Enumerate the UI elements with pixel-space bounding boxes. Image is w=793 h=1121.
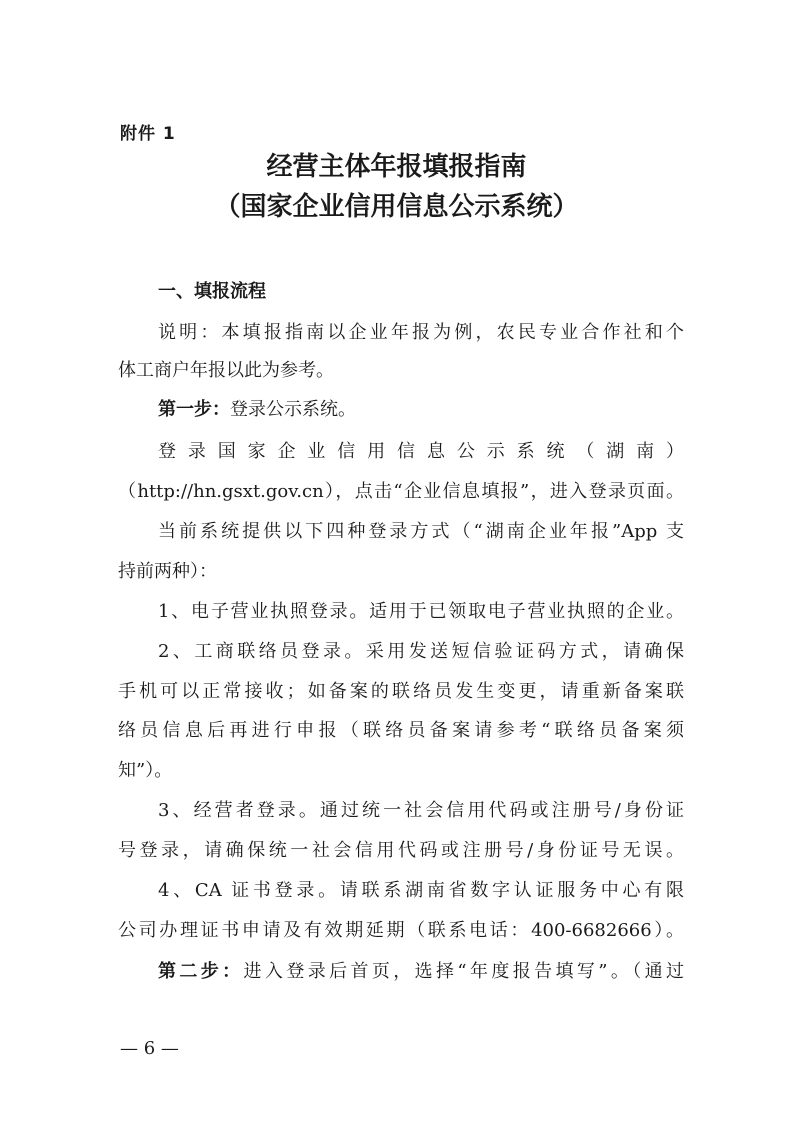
section-heading: 一、填报流程 — [158, 281, 266, 302]
step2-label: 第二步： — [158, 961, 244, 982]
attachment-label: 附件 1 — [120, 124, 176, 144]
method-item-2-line-1: 2、工商联络员登录。采用发送短信验证码方式，请确保 — [158, 641, 684, 662]
login-line-2: （http://hn.gsxt.gov.cn），点击“企业信息填报”，进入登录页面。 — [118, 481, 684, 502]
method-item-4-line-1: 4、CA 证书登录。请联系湖南省数字认证服务中心有限 — [158, 880, 684, 901]
method-item-2-line-2: 手机可以正常接收；如备案的联络员发生变更，请重新备案联 — [118, 681, 684, 702]
step2-paragraph — [158, 959, 684, 985]
method-item-3-line-2: 号登录，请确保统一社会信用代码或注册号/身份证号无误。 — [118, 840, 684, 861]
note-line-2: 体工商户年报以此为参考。 — [118, 360, 334, 381]
step1-text: 登录公示系统。 — [230, 399, 356, 420]
method-item-4-line-2: 公司办理证书申请及有效期延期（联系电话：400-6682666）。 — [118, 920, 684, 941]
method-item-2-line-4: 知”）。 — [118, 760, 173, 781]
step1-label: 第一步： — [158, 399, 230, 420]
methods-line-1: 当前系统提供以下四种登录方式（“湖南企业年报”App 支 — [158, 521, 684, 542]
step2-text: 进入登录后首页，选择“年度报告填写”。（通过 — [243, 961, 685, 982]
step1-paragraph — [158, 397, 684, 423]
document-subtitle: （国家企业信用信息公示系统） — [214, 192, 579, 222]
login-line-1: 登录国家企业信用信息公示系统（湖南） — [158, 441, 684, 462]
document-title: 经营主体年报填报指南 — [266, 152, 527, 182]
method-item-1: 1、电子营业执照登录。适用于已领取电子营业执照的企业。 — [158, 601, 684, 622]
method-item-2-line-3: 络员信息后再进行申报（联络员备案请参考“联络员备案须 — [118, 720, 684, 741]
method-item-3-line-1: 3、经营者登录。通过统一社会信用代码或注册号/身份证 — [158, 800, 684, 821]
methods-line-2: 持前两种）： — [118, 561, 217, 582]
note-line-1: 说明：本填报指南以企业年报为例，农民专业合作社和个 — [158, 322, 684, 343]
page-number: — 6 — — [120, 1038, 179, 1059]
